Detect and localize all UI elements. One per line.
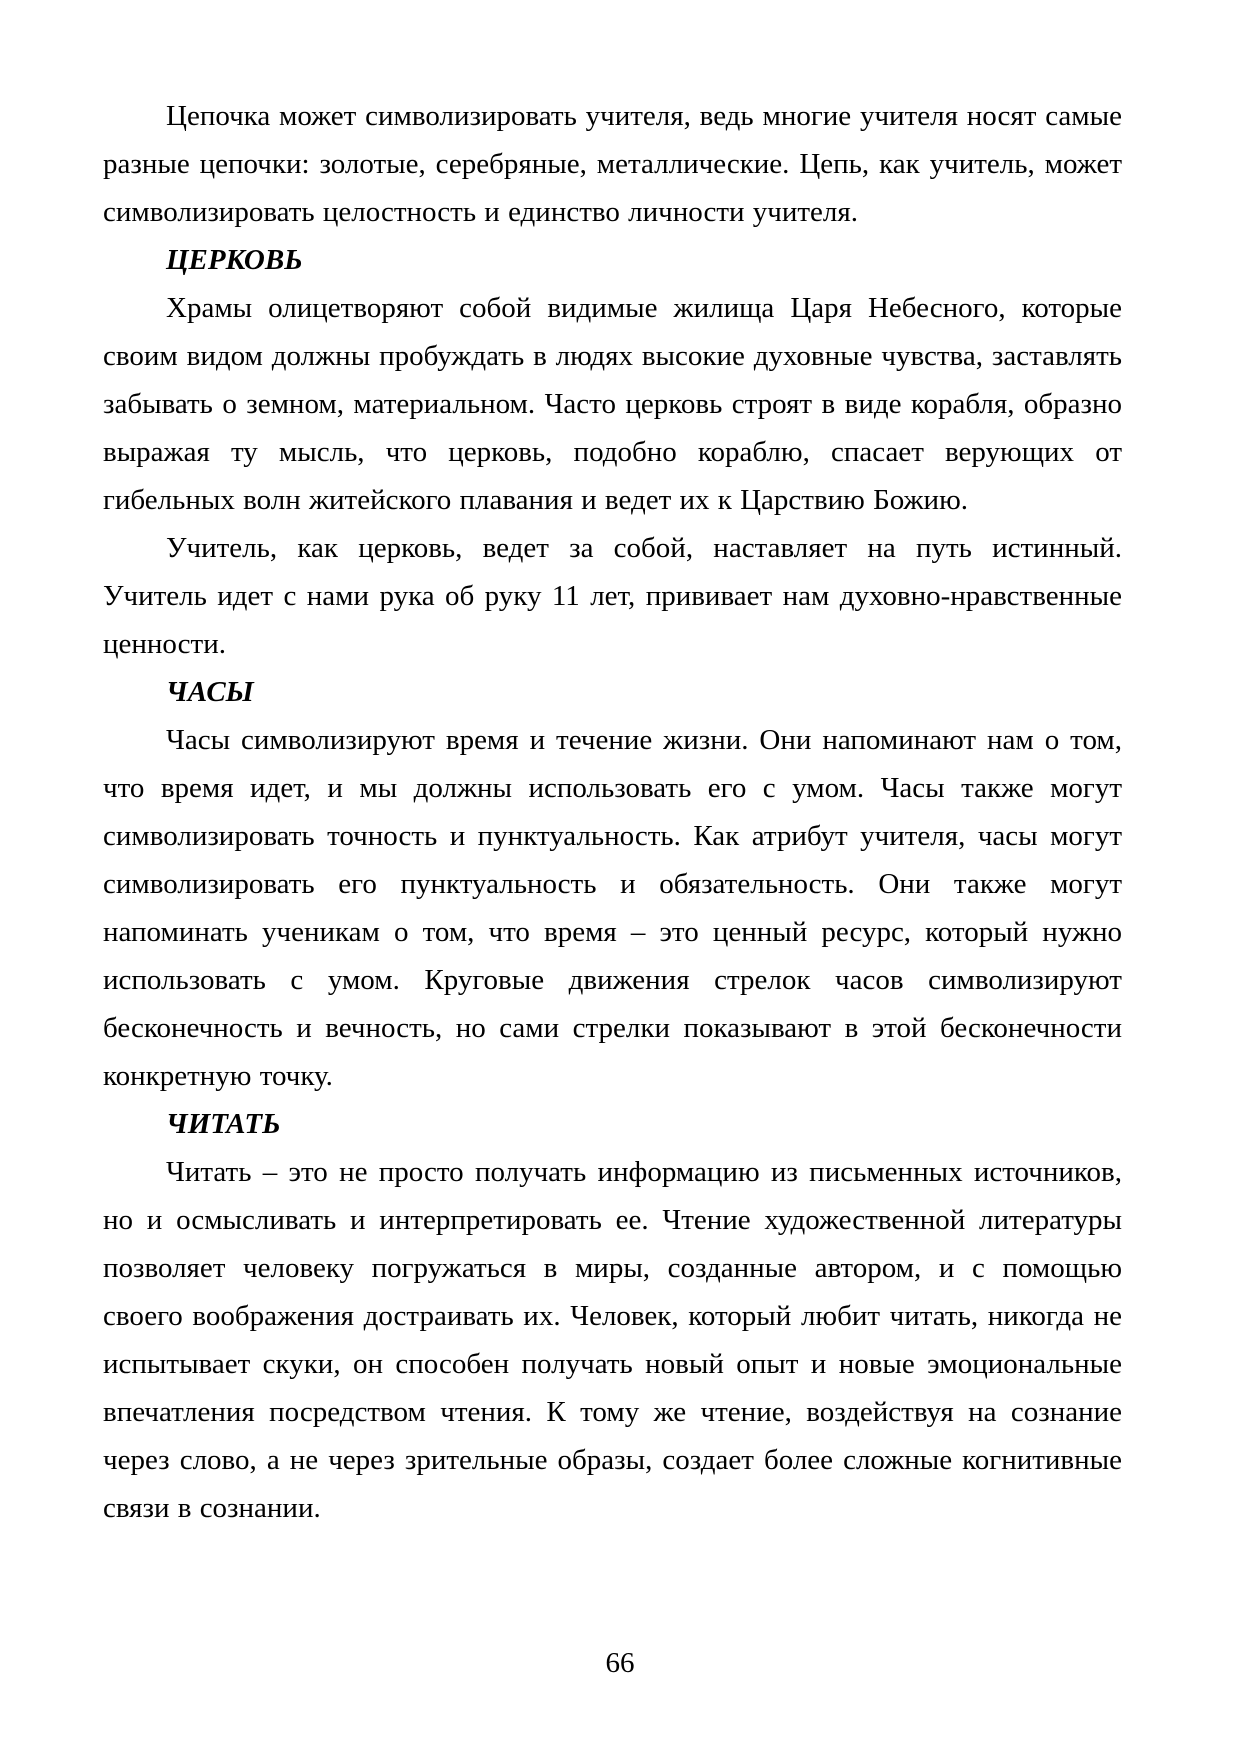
section-heading-read: ЧИТАТЬ [166, 1108, 281, 1140]
section-heading-church: ЦЕРКОВЬ [166, 244, 303, 276]
paragraph-church-temples: Храмы олицетворяют собой видимые жилища Царя Небесного, которые своим видом должны пробуждать в людях высокие духовные чувства, заставлять забывать о земном, материальном. Часто церковь строят в виде корабля, образно выражая ту мысль, что церковь, подобно кораблю, спасает верующих от гибельных волн житейского плавания и ведет их к Царствию Божию. [103, 292, 1122, 516]
paragraph-clock: Часы символизируют время и течение жизни. Они напоминают нам о том, что время идет, и мы должны использовать его с умом. Часы также могут символизировать точность и пунктуальность. Как атрибут учителя, часы могут символизировать его пунктуальность и обязательность. Они также могут напоминать ученикам о том, что время – это ценный ресурс, который нужно использовать с умом. Круговые движения стрелок часов символизируют бесконечность и вечность, но сами стрелки показывают в этой бесконечности конкретную точку. [103, 724, 1122, 1092]
paragraph-church-teacher: Учитель, как церковь, ведет за собой, наставляет на путь истинный. Учитель идет с нами рука об руку 11 лет, прививает нам духовно-нравственные ценности. [103, 532, 1122, 660]
document-body [103, 92, 1122, 1532]
paragraph-read: Читать – это не просто получать информацию из письменных источников, но и осмысливать и интерпретировать ее. Чтение художественной литературы позволяет человеку погружаться в миры, созданные автором, и с помощью своего воображения достраивать их. Человек, который любит читать, никогда не испытывает скуки, он способен получать новый опыт и новые эмоциональные впечатления посредством чтения. К тому же чтение, воздействуя на сознание через слово, а не через зрительные образы, создает более сложные когнитивные связи в сознании. [103, 1156, 1122, 1524]
section-heading-clock: ЧАСЫ [166, 676, 254, 708]
page-number: 66 [605, 1647, 635, 1679]
paragraph-chain: Цепочка может символизировать учителя, ведь многие учителя носят самые разные цепочки: золотые, серебряные, металлические. Цепь, как учитель, может символизировать целостность и единство личности учителя. [103, 100, 1122, 228]
